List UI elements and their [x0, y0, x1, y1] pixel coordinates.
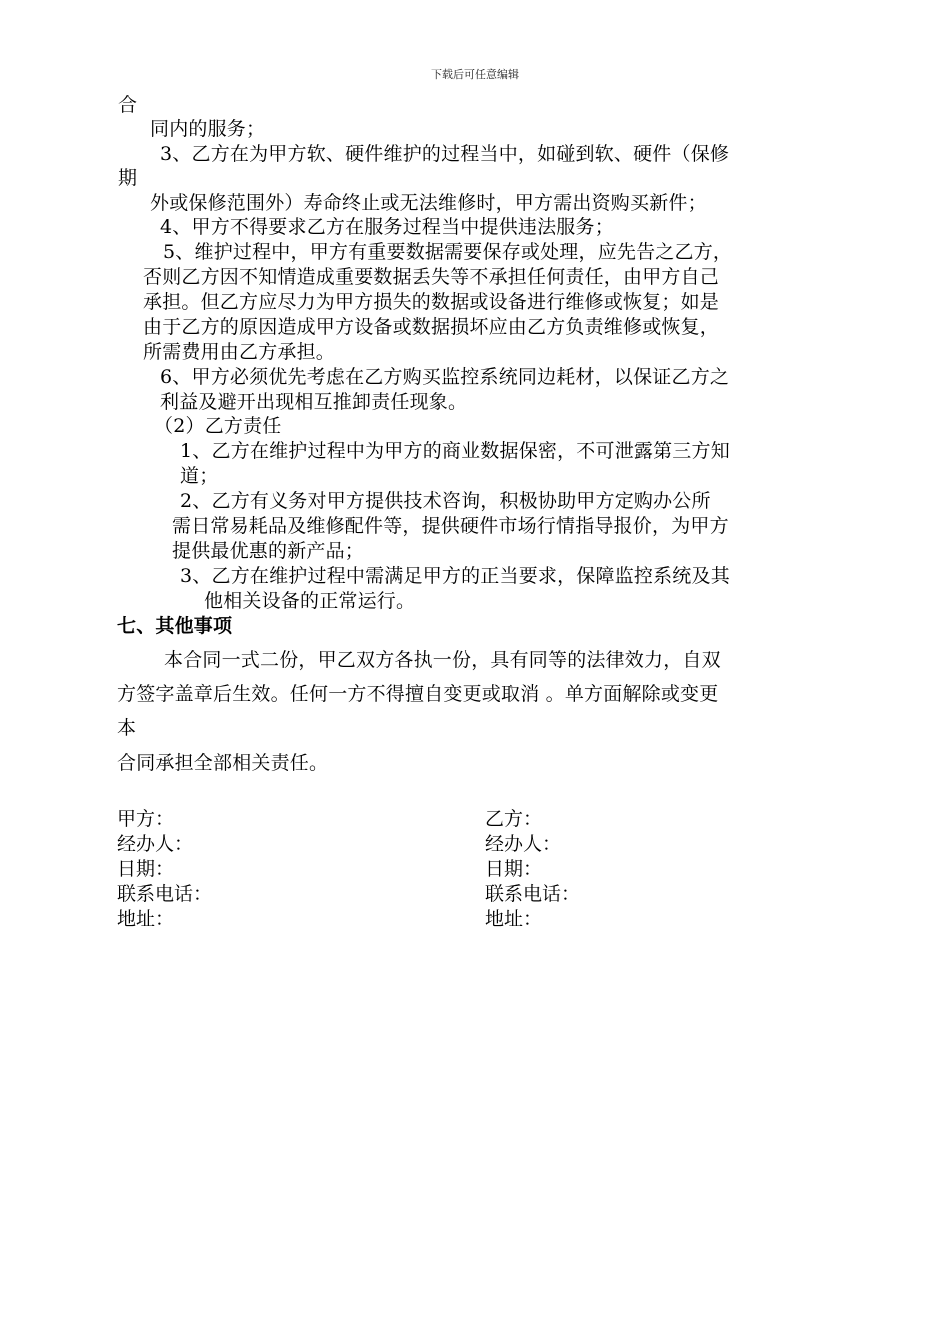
text-line: 道； — [180, 465, 219, 487]
text-line: 5、维护过程中，甲方有重要数据需要保存或处理，应先告之乙方， — [163, 241, 733, 263]
text-line: 合 — [118, 94, 138, 116]
party-a-agent-label: 经办人： — [117, 833, 194, 855]
text-line: 6、甲方必须优先考虑在乙方购买监控系统同边耗材，以保证乙方之 — [160, 366, 730, 388]
text-line: 他相关设备的正常运行。 — [204, 590, 416, 612]
text-line: 4、甲方不得要求乙方在服务过程当中提供违法服务； — [160, 216, 614, 238]
text-line: 1、乙方在维护过程中为甲方的商业数据保密，不可泄露第三方知 — [180, 440, 730, 462]
party-b-label: 乙方： — [485, 808, 543, 830]
text-line: 本 — [117, 717, 137, 739]
text-line: 同内的服务； — [150, 118, 266, 140]
text-line: 利益及避开出现相互推卸责任现象。 — [160, 391, 468, 413]
party-a-date-label: 日期： — [117, 858, 175, 880]
party-a-address-label: 地址： — [117, 908, 175, 930]
text-line: 需日常易耗品及维修配件等，提供硬件市场行情指导报价，为甲方 — [172, 515, 729, 537]
section-heading: 七、其他事项 — [117, 615, 233, 637]
text-line: 外或保修范围外）寿命终止或无法维修时，甲方需出资购买新件； — [150, 192, 707, 214]
party-a-label: 甲方： — [117, 808, 175, 830]
text-line: 否则乙方因不知情造成重要数据丢失等不承担任何责任，由甲方自己 — [143, 266, 720, 288]
page-header: 下载后可任意编辑 — [431, 68, 519, 81]
text-line: 2、乙方有义务对甲方提供技术咨询，积极协助甲方定购办公所 — [180, 490, 711, 512]
text-line: 合同承担全部相关责任。 — [117, 752, 329, 774]
text-line: 3、乙方在为甲方软、硬件维护的过程当中，如碰到软、硬件（保修 — [160, 143, 730, 165]
section-subheading: （2）乙方责任 — [154, 415, 282, 437]
party-b-agent-label: 经办人： — [485, 833, 562, 855]
text-line: 方签字盖章后生效。任何一方不得擅自变更或取消 。单方面解除或变更 — [117, 683, 719, 705]
party-b-date-label: 日期： — [485, 858, 543, 880]
party-b-address-label: 地址： — [485, 908, 543, 930]
text-line: 3、乙方在维护过程中需满足甲方的正当要求，保障监控系统及其 — [180, 565, 730, 587]
party-b-phone-label: 联系电话： — [485, 883, 581, 905]
text-line: 所需费用由乙方承担。 — [143, 341, 336, 363]
text-line: 承担。但乙方应尽力为甲方损失的数据或设备进行维修或恢复；如是 — [143, 291, 720, 313]
text-line: 本合同一式二份，甲乙双方各执一份，具有同等的法律效力，自双 — [164, 649, 721, 671]
text-line: 由于乙方的原因造成甲方设备或数据损坏应由乙方负责维修或恢复， — [143, 316, 720, 338]
text-line: 期 — [118, 167, 138, 189]
text-line: 提供最优惠的新产品； — [172, 540, 365, 562]
party-a-phone-label: 联系电话： — [117, 883, 213, 905]
